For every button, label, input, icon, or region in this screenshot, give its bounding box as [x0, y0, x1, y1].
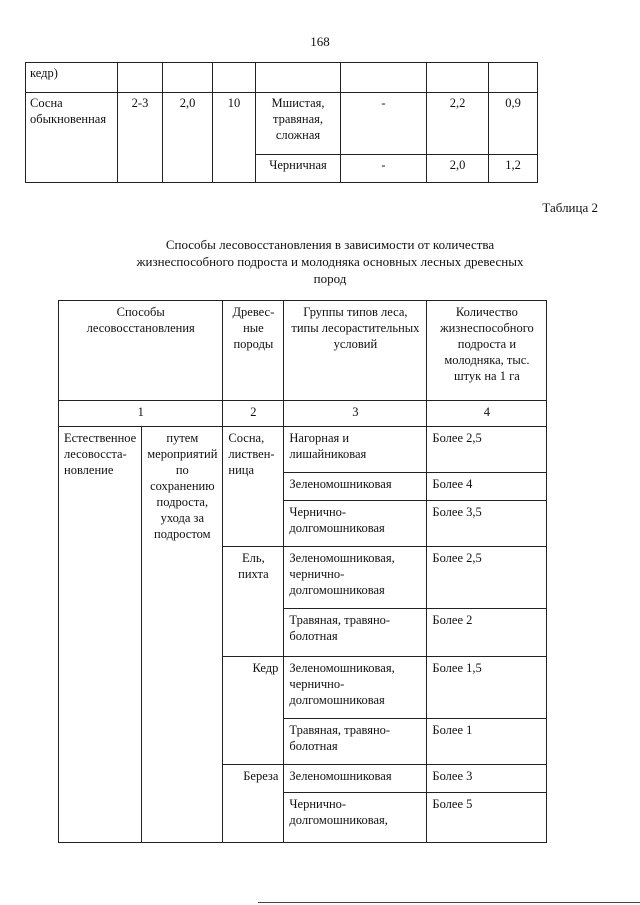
table-title: Способы лесовосстановления в зависимости от количества жизнеспособного подроста и молодняка основных лесных древесных пород	[136, 237, 524, 286]
cell-forest-type: Травяная, травяно-болотная	[284, 609, 427, 657]
cell-value: 2,0	[427, 155, 489, 183]
cell-value: -	[341, 155, 427, 183]
cell-forest-type: Чернично-долгомошниковая,	[284, 793, 427, 843]
column-number: 3	[284, 401, 427, 427]
cell-quantity: Более 3	[427, 765, 547, 793]
cell-value: 0,9	[489, 93, 538, 155]
cell-forest-type: Травяная, травяно-болотная	[284, 719, 427, 765]
cell-forest-type: Зеленомошниковая, чернично-долгомошниковая	[284, 657, 427, 719]
cell-species: Кедр	[223, 657, 284, 765]
header-methods: Способы лесовосстановления	[59, 301, 223, 401]
column-number-row	[59, 401, 547, 427]
cell-forest-type: Мшистая, травяная, сложная	[256, 93, 341, 155]
cell-quantity: Более 3,5	[427, 501, 547, 547]
empty-cell	[163, 63, 213, 93]
cell-value: 2,2	[427, 93, 489, 155]
cell-species: Сосна обыкновенная	[26, 93, 118, 183]
table-row	[26, 63, 538, 93]
header-species: Древес-ные породы	[223, 301, 284, 401]
column-number: 4	[427, 401, 547, 427]
cell-value: -	[341, 93, 427, 155]
cell-forest-type: Зеленомошниковая, чернично-долгомошниковая	[284, 547, 427, 609]
column-number: 1	[59, 401, 223, 427]
header-quantity: Количество жизнеспособного подроста и молодняка, тыс. штук на 1 га	[427, 301, 547, 401]
page-bottom-rule	[258, 902, 640, 903]
cell-method-detail: путем мероприятий по сохранению подроста, ухода за подростом	[142, 427, 223, 843]
cell-forest-type: Черничная	[256, 155, 341, 183]
cell-kedr: кедр)	[26, 63, 118, 93]
table-2	[58, 300, 547, 843]
cell-species: Береза	[223, 765, 284, 843]
empty-cell	[213, 63, 256, 93]
cell-quantity: Более 4	[427, 473, 547, 501]
table-label: Таблица 2	[542, 200, 598, 215]
cell-forest-type: Зеленомошниковая	[284, 473, 427, 501]
table-header-row	[59, 301, 547, 401]
empty-cell	[341, 63, 427, 93]
column-number: 2	[223, 401, 284, 427]
cell-forest-type: Нагорная и лишайниковая	[284, 427, 427, 473]
empty-cell	[489, 63, 538, 93]
cell-quantity: Более 1	[427, 719, 547, 765]
cell-method-name: Естественное лесовосста-новление	[59, 427, 142, 843]
cell-quantity: Более 2,5	[427, 547, 547, 609]
header-groups: Группы типов леса, типы лесорастительных условий	[284, 301, 427, 401]
empty-cell	[256, 63, 341, 93]
cell-quantity: Более 5	[427, 793, 547, 843]
cell-value: 2-3	[118, 93, 163, 183]
cell-forest-type: Чернично-долгомошниковая	[284, 501, 427, 547]
cell-quantity: Более 2,5	[427, 427, 547, 473]
table-row	[59, 427, 547, 473]
cell-species: Ель, пихта	[223, 547, 284, 657]
cell-quantity: Более 2	[427, 609, 547, 657]
cell-value: 1,2	[489, 155, 538, 183]
empty-cell	[118, 63, 163, 93]
cell-forest-type: Зеленомошниковая	[284, 765, 427, 793]
table-row	[26, 93, 538, 155]
cell-quantity: Более 1,5	[427, 657, 547, 719]
empty-cell	[427, 63, 489, 93]
cell-value: 2,0	[163, 93, 213, 183]
cell-value: 10	[213, 93, 256, 183]
page-number: 168	[310, 34, 330, 49]
table-1-continuation	[25, 62, 538, 183]
cell-species: Сосна, листвен-ница	[223, 427, 284, 547]
